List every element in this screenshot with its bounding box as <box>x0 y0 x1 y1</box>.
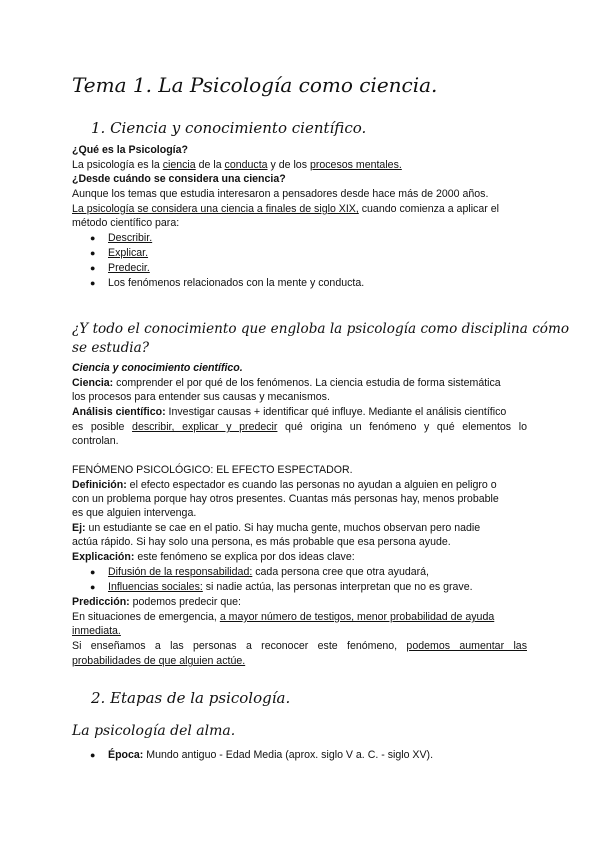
paragraph-line: es posible describir, explicar y predecir qué origina un fenómeno y qué elementos lo <box>72 421 527 433</box>
list-item: Época: Mundo antiguo - Edad Media (aprox. siglo V a. C. - siglo XV). <box>108 749 434 761</box>
bullet-icon: ● <box>90 567 96 577</box>
page-title: Tema 1. La Psicología como ciencia. <box>72 73 438 97</box>
question-desde-cuando: ¿Desde cuándo se considera una ciencia? <box>72 173 286 185</box>
section-heading-1: 1. Ciencia y conocimiento científico. <box>91 119 367 137</box>
paragraph-line: Ej: un estudiante se cae en el patio. Si hay mucha gente, muchos observan pero nadie <box>72 522 481 534</box>
list-item: Influencias sociales: si nadie actúa, las personas interpretan que no es grave. <box>108 581 473 593</box>
section-question-heading: ¿Y todo el conocimiento que engloba la psicología como disciplina cómo <box>72 321 570 337</box>
subsection-heading: La psicología del alma. <box>72 723 236 739</box>
question-que-es: ¿Qué es la Psicología? <box>72 144 188 156</box>
list-item: Los fenómenos relacionados con la mente y conducta. <box>108 277 365 289</box>
definition-line: La psicología es la ciencia de la conducta y de los procesos mentales. <box>72 159 402 171</box>
paragraph-line: con un problema porque hay otros presentes. Cuantas más personas hay, menos probable <box>72 493 499 505</box>
paragraph-line: actúa rápido. Si hay solo una persona, es más probable que esa persona ayude. <box>72 536 451 548</box>
paragraph-line: inmediata. <box>72 625 121 637</box>
paragraph-line: los procesos para entender sus causas y mecanismos. <box>72 391 330 403</box>
bullet-icon: ● <box>90 278 96 288</box>
paragraph-line: controlan. <box>72 435 119 447</box>
paragraph-line: Si enseñamos a las personas a reconocer este fenómeno, podemos aumentar las <box>72 640 527 652</box>
paragraph-line: método científico para: <box>72 217 180 229</box>
paragraph-line: La psicología se considera una ciencia a finales de siglo XIX, cuando comienza a aplicar el <box>72 203 499 215</box>
bullet-icon: ● <box>90 582 96 592</box>
subheading: Ciencia y conocimiento científico. <box>72 362 243 374</box>
list-item: Predecir. <box>108 262 150 274</box>
list-item: Explicar. <box>108 247 149 259</box>
paragraph-line: En situaciones de emergencia, a mayor número de testigos, menor probabilidad de ayuda <box>72 611 495 623</box>
bullet-icon: ● <box>90 233 96 243</box>
paragraph-line: probabilidades de que alguien actúe. <box>72 655 246 667</box>
bullet-icon: ● <box>90 248 96 258</box>
list-item: Describir. <box>108 232 153 244</box>
bullet-icon: ● <box>90 750 96 760</box>
paragraph-line: es que alguien intervenga. <box>72 507 197 519</box>
section-heading-2: 2. Etapas de la psicología. <box>91 689 291 707</box>
paragraph-line: Aunque los temas que estudia interesaron a pensadores desde hace más de 2000 años. <box>72 188 489 200</box>
paragraph-line: Definición: el efecto espectador es cuando las personas no ayudan a alguien en peligro o <box>72 479 497 491</box>
paragraph-line: Análisis científico: Investigar causas + identificar qué influye. Mediante el análisis científico <box>72 406 507 418</box>
paragraph-line: Predicción: podemos predecir que: <box>72 596 242 608</box>
phenomenon-title: FENÓMENO PSICOLÓGICO: EL EFECTO ESPECTADOR. <box>72 464 353 476</box>
list-item: Difusión de la responsabilidad: cada persona cree que otra ayudará, <box>108 566 429 578</box>
paragraph-line: Explicación: este fenómeno se explica por dos ideas clave: <box>72 551 355 563</box>
section-question-heading: se estudia? <box>72 340 150 356</box>
paragraph-line: Ciencia: comprender el por qué de los fenómenos. La ciencia estudia de forma sistemática <box>72 377 501 389</box>
bullet-icon: ● <box>90 263 96 273</box>
